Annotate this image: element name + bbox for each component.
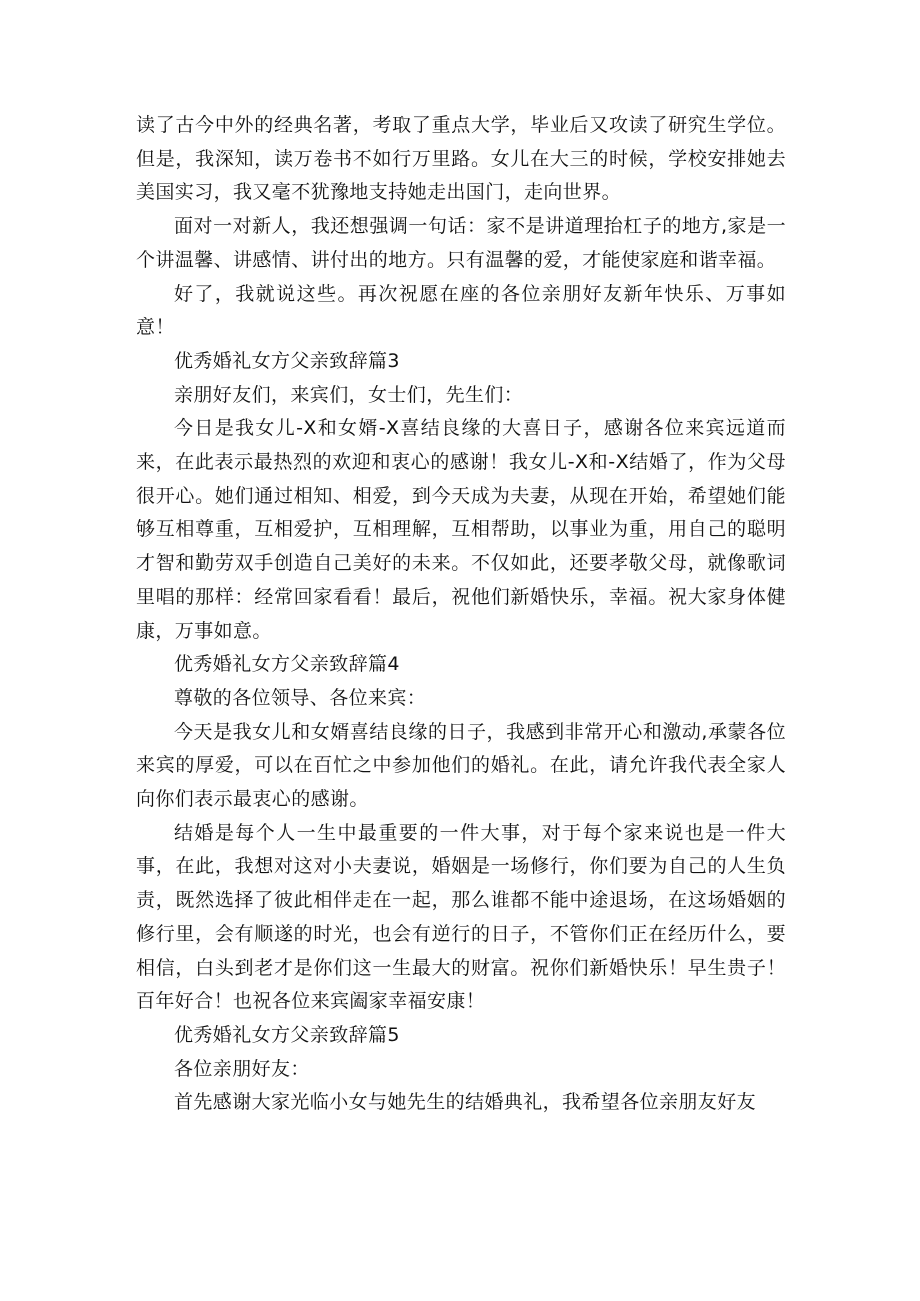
section-heading-5: 优秀婚礼女方父亲致辞篇5 <box>174 1023 400 1046</box>
document-body <box>136 109 786 1120</box>
paragraph-speech-3: 今日是我女儿-X和女婿-X喜结良缘的大喜日子，感谢各位来宾远道而来，在此表示最热烈的欢迎和衷心的感谢！我女儿-X和-X结婚了，作为父母很开心。她们通过相知、相爱，到今天成为夫妻，从现在开始，希望她们能够互相尊重，互相爱护，互相理解，互相帮助，以事业为重，用自己的聪明才智和勤劳双手创造自己美好的未来。不仅如此，还要孝敬父母，就像歌词里唱的那样：经常回家看看！最后，祝他们新婚快乐，幸福。祝大家身体健康，万事如意。 <box>136 417 786 642</box>
paragraph-speech-5: 首先感谢大家光临小女与她先生的结婚典礼，我希望各位亲朋友好友 <box>174 1091 757 1114</box>
paragraph-speech-4-intro: 今天是我女儿和女婿喜结良缘的日子，我感到非常开心和激动,承蒙各位来宾的厚爱，可以在百忙之中参加他们的婚礼。在此，请允许我代表全家人向你们表示最衷心的感谢。 <box>136 720 786 811</box>
paragraph-family-warmth: 面对一对新人，我还想强调一句话：家不是讲道理抬杠子的地方,家是一个讲温馨、讲感情、讲付出的地方。只有温馨的爱，才能使家庭和谐幸福。 <box>136 215 786 271</box>
paragraph-closing-wishes: 好了，我就说这些。再次祝愿在座的各位亲朋好友新年快乐、万事如意！ <box>136 282 786 339</box>
salutation-3: 亲朋好友们，来宾们，女士们，先生们： <box>174 383 524 406</box>
paragraph-continuation: 读了古今中外的经典名著，考取了重点大学，毕业后又攻读了研究生学位。但是，我深知，读万卷书不如行万里路。女儿在大三的时候，学校安排她去美国实习，我又毫不犹豫地支持她走出国门，走向世界。 <box>136 114 786 204</box>
section-heading-3: 优秀婚礼女方父亲致辞篇3 <box>174 349 400 372</box>
section-heading-4: 优秀婚礼女方父亲致辞篇4 <box>174 653 400 676</box>
salutation-5: 各位亲朋好友： <box>174 1057 310 1080</box>
paragraph-speech-4-body: 结婚是每个人一生中最重要的一件大事，对于每个家来说也是一件大事，在此，我想对这对小夫妻说，婚姻是一场修行，你们要为自己的人生负责，既然选择了彼此相伴走在一起，那么谁都不能中途退场，在这场婚姻的修行里，会有顺遂的时光，也会有逆行的日子，不管你们正在经历什么，要相信，白头到老才是你们这一生最大的财富。祝你们新婚快乐！早生贵子！百年好合！也祝各位来宾阖家幸福安康！ <box>136 821 786 1013</box>
salutation-4: 尊敬的各位领导、各位来宾： <box>174 686 427 709</box>
